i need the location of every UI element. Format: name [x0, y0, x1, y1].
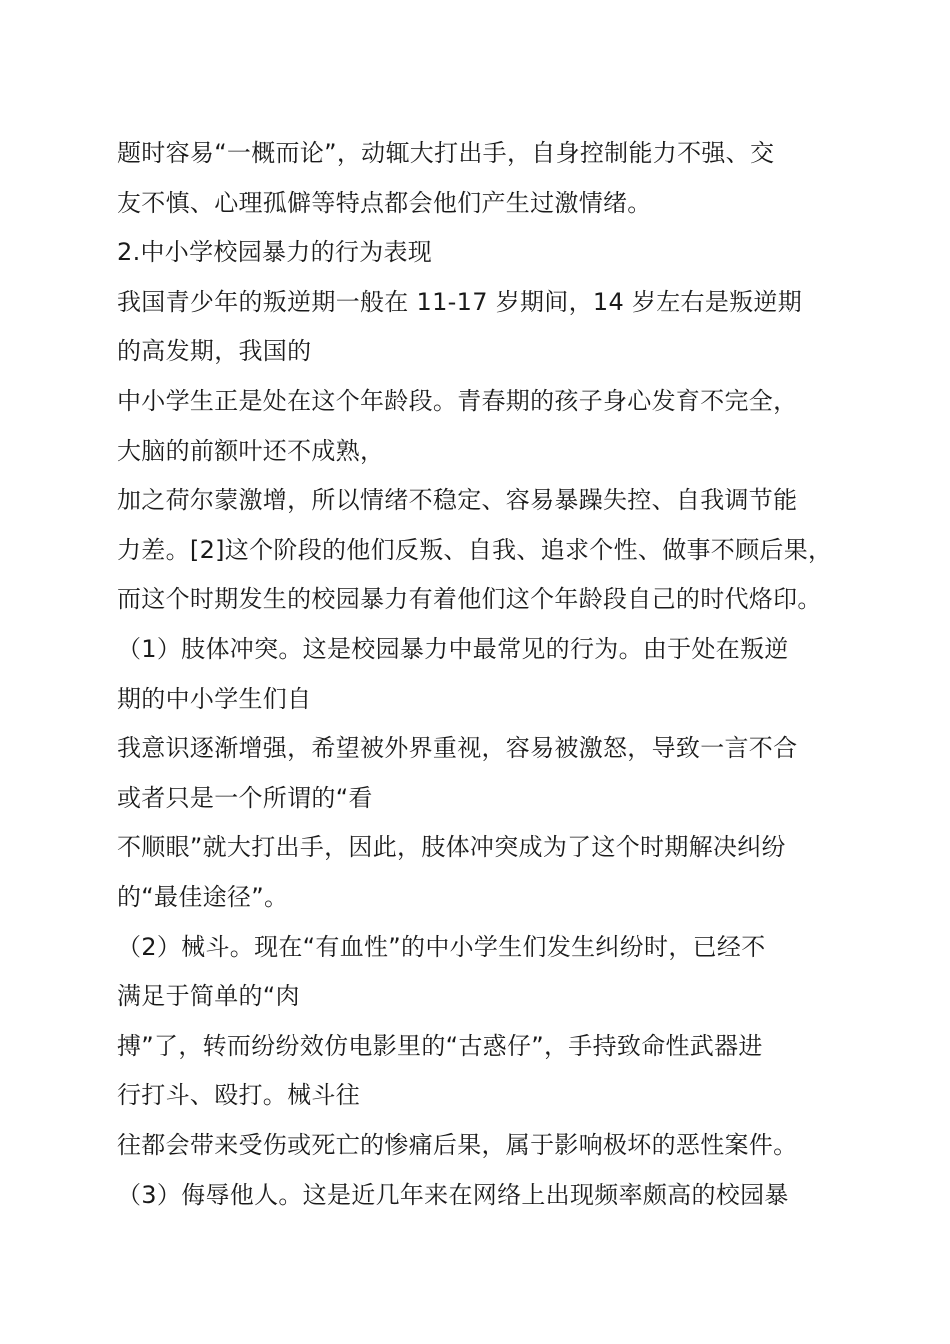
text-line: 而这个时期发生的校园暴力有着他们这个年龄段自己的时代烙印。: [117, 585, 822, 613]
text-line: 满足于简单的“肉: [117, 982, 300, 1010]
text-line: 搏”了，转而纷纷效仿电影里的“古惑仔”，手持致命性武器进: [117, 1032, 763, 1060]
text-line: 不顺眼”就大打出手，因此，肢体冲突成为了这个时期解决纠纷: [117, 833, 786, 861]
text-line: （2）械斗。现在“有血性”的中小学生们发生纠纷时，已经不: [117, 933, 766, 961]
text-line: （3）侮辱他人。这是近几年来在网络上出现频率颇高的校园暴: [117, 1181, 789, 1209]
text-line: 加之荷尔蒙激增，所以情绪不稳定、容易暴躁失控、自我调节能: [117, 486, 798, 514]
text-line: 期的中小学生们自: [117, 685, 312, 713]
text-line: 的“最佳途径”。: [117, 883, 289, 911]
text-line: 大脑的前额叶还不成熟，: [117, 437, 385, 465]
text-line: 我意识逐渐增强，希望被外界重视，容易被激怒，导致一言不合: [117, 734, 798, 762]
text-line: 往都会带来受伤或死亡的惨痛后果，属于影响极坏的恶性案件。: [117, 1131, 798, 1159]
text-line: 的高发期，我国的: [117, 337, 312, 365]
section-heading: 2.中小学校园暴力的行为表现: [117, 238, 433, 266]
text-line: 我国青少年的叛逆期一般在 11-17 岁期间，14 岁左右是叛逆期: [117, 288, 803, 316]
text-line: （1）肢体冲突。这是校园暴力中最常见的行为。由于处在叛逆: [117, 635, 789, 663]
text-line: 力差。[2]这个阶段的他们反叛、自我、追求个性、做事不顾后果，: [117, 536, 833, 564]
text-line: 题时容易“一概而论”，动辄大打出手，自身控制能力不强、交: [117, 139, 775, 167]
text-line: 行打斗、殴打。械斗往: [117, 1081, 360, 1109]
text-line: 中小学生正是处在这个年龄段。青春期的孩子身心发育不完全，: [117, 387, 798, 415]
text-line: 或者只是一个所谓的“看: [117, 784, 373, 812]
text-line: 友不慎、心理孤僻等特点都会他们产生过激情绪。: [117, 189, 652, 217]
